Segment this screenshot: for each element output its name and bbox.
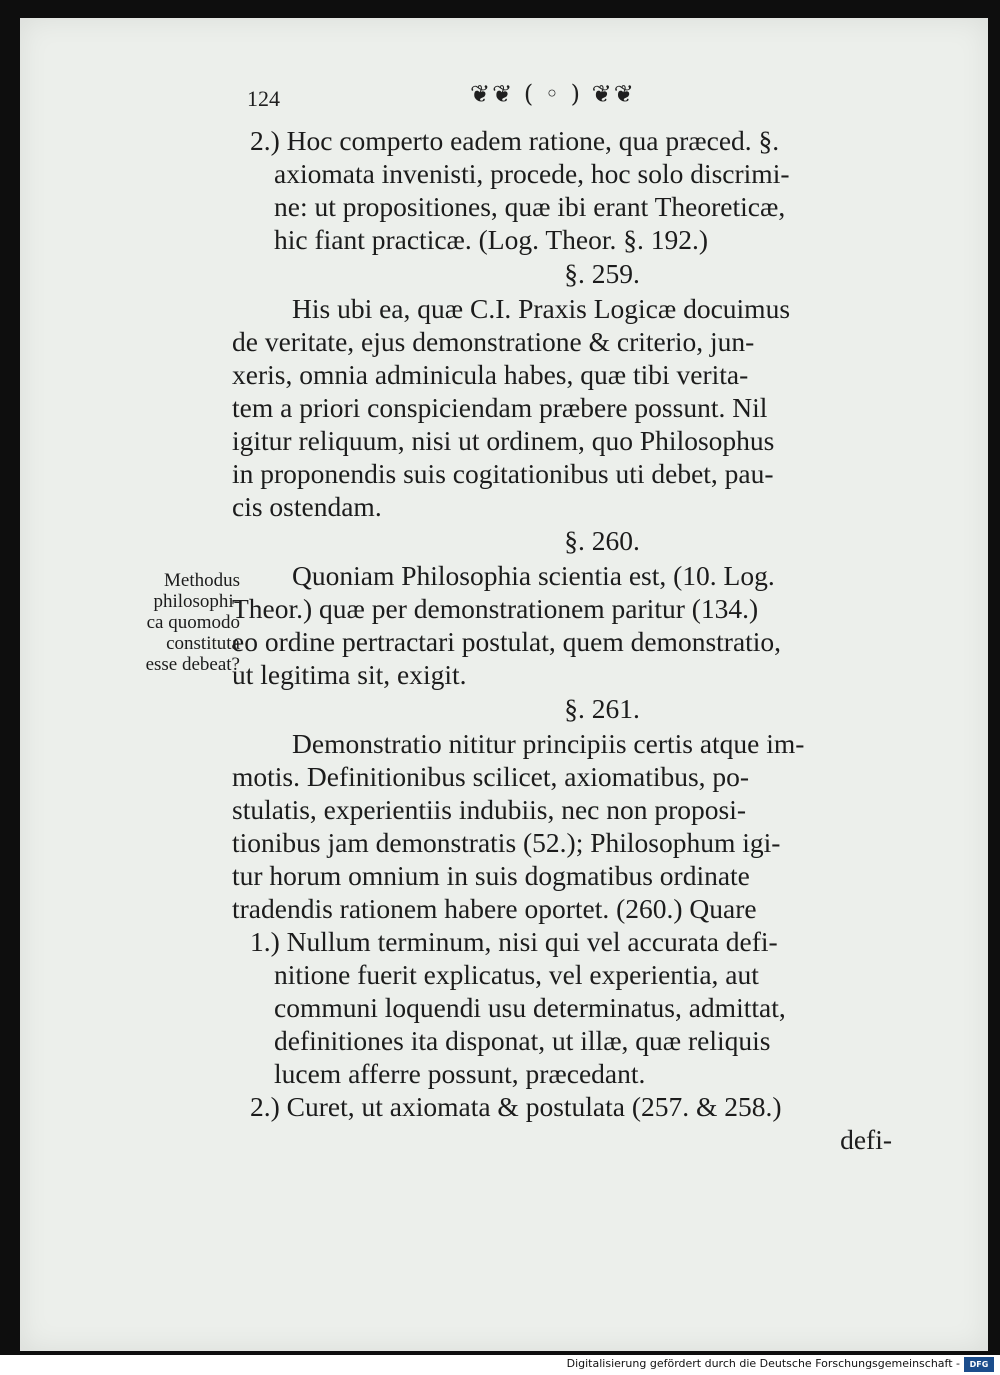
text-line: stulatis, experientiis indubiis, nec non proposi-: [232, 794, 747, 825]
text-line: 1.) Nullum terminum, nisi qui vel accurata defi-: [250, 926, 778, 957]
margin-note-line: esse debeat?: [145, 654, 240, 675]
text-line: de veritate, ejus demonstratione & criterio, jun-: [232, 326, 755, 357]
text-line: 2.) Hoc comperto eadem ratione, qua præced. §.: [250, 125, 780, 156]
text-line: eo ordine pertractari postulat, quem demonstratio,: [232, 626, 782, 657]
text-line: Theor.) quæ per demonstrationem paritur (134.): [232, 593, 759, 624]
text-line: Quoniam Philosophia scientia est, (10. Log.: [292, 560, 775, 591]
text-line: in proponendis suis cogitationibus uti debet, pau-: [232, 458, 774, 489]
text-line: lucem afferre possunt, præcedant.: [274, 1058, 646, 1089]
dfg-logo: DFG: [964, 1357, 994, 1372]
text-line: hic fiant practicæ. (Log. Theor. §. 192.): [274, 224, 709, 255]
text-line: axiomata invenisti, procede, hoc solo discrimi-: [274, 158, 790, 189]
text-line: Demonstratio nititur principiis certis atque im-: [292, 728, 805, 759]
text-line: communi loquendi usu determinatus, admittat,: [274, 992, 786, 1023]
text-line: xeris, omnia adminicula habes, quæ tibi verita-: [232, 359, 749, 390]
margin-note-line: Methodus: [164, 570, 240, 591]
text-line: tur horum omnium in suis dogmatibus ordinate: [232, 860, 750, 891]
text-line: 2.) Curet, ut axiomata & postulata (257. & 258.): [250, 1091, 782, 1122]
margin-note-line: ca quomodo: [146, 612, 240, 633]
footer-credit: Digitalisierung gefördert durch die Deutsche Forschungsgemeinschaft -: [566, 1357, 960, 1370]
text-line: nitione fuerit explicatus, vel experientia, aut: [274, 959, 759, 990]
margin-note-line: philosophi-: [153, 591, 240, 612]
header-ornament: ❦❦ ( ◦ ) ❦❦: [470, 80, 636, 108]
text-line: tem a priori conspiciendam præbere possunt. Nil: [232, 392, 768, 423]
text-line: His ubi ea, quæ C.I. Praxis Logicæ docuimus: [292, 293, 791, 324]
text-line: tradendis rationem habere oportet. (260.) Quare: [232, 893, 757, 924]
section-heading-260: §. 260.: [564, 525, 640, 556]
section-heading-261: §. 261.: [564, 693, 640, 724]
main-text: [232, 124, 932, 1156]
text-line: tionibus jam demonstratis (52.); Philosophum igi-: [232, 827, 781, 858]
text-line: ne: ut propositiones, quæ ibi erant Theoreticæ,: [274, 191, 786, 222]
text-line: ut legitima sit, exigit.: [232, 659, 467, 690]
text-line: motis. Definitionibus scilicet, axiomatibus, po-: [232, 761, 750, 792]
footer-bar: [0, 1355, 1000, 1375]
catchword: defi-: [840, 1124, 892, 1155]
section-heading-259: §. 259.: [564, 258, 640, 289]
margin-note-line: constituta: [166, 633, 240, 654]
text-line: igitur reliquum, nisi ut ordinem, quo Philosophus: [232, 425, 775, 456]
text-line: cis ostendam.: [232, 491, 382, 522]
page-number: 124: [247, 86, 280, 111]
text-line: definitiones ita disponat, ut illæ, quæ reliquis: [274, 1025, 771, 1056]
margin-note: [120, 570, 240, 675]
